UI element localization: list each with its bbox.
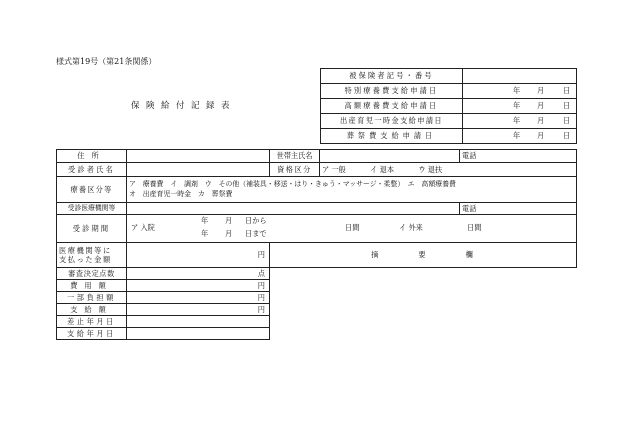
table-row bbox=[57, 243, 577, 268]
table-row bbox=[57, 163, 577, 177]
review-points-label: 審査決定点数 bbox=[57, 268, 127, 280]
treatment-line-2: オ 出産育児一時金 カ 葬祭費 bbox=[129, 189, 233, 198]
paid-amount-field[interactable]: 円 bbox=[127, 243, 270, 268]
outpatient-label: イ 外来 bbox=[399, 223, 423, 232]
treatment-line-1: ア 療養費 イ 調剤 ウ その他（補装具・移送・はり・きゅう・マッサージ・柔整） エ 高額療養費 bbox=[129, 180, 456, 189]
stop-date-label: 差止年月日 bbox=[57, 316, 127, 328]
inpatient-label: ア 入院 bbox=[131, 223, 155, 232]
to-month: 月 bbox=[225, 229, 233, 238]
table-row bbox=[57, 150, 577, 163]
treatment-category-options[interactable] bbox=[127, 177, 577, 203]
eligibility-options[interactable] bbox=[320, 163, 577, 177]
remarks-label: 摘要欄 bbox=[270, 243, 577, 268]
insured-number-field[interactable] bbox=[463, 69, 577, 84]
from-month: 月 bbox=[225, 216, 233, 225]
eligibility-retired-dependent[interactable]: ウ 退扶 bbox=[418, 164, 443, 174]
table-row bbox=[321, 99, 577, 114]
from-suffix: 日から bbox=[245, 216, 267, 225]
partial-burden-field[interactable]: 円 bbox=[127, 292, 270, 304]
from-year: 年 bbox=[201, 216, 209, 225]
table-row bbox=[321, 129, 577, 144]
householder-field[interactable] bbox=[320, 150, 460, 163]
benefit-amount-field[interactable]: 円 bbox=[127, 304, 270, 316]
review-points-field[interactable]: 点 bbox=[127, 268, 270, 280]
eligibility-general[interactable]: ア 一般 bbox=[322, 164, 346, 174]
partial-burden-label: 一部負担額 bbox=[57, 292, 127, 304]
medical-institution-label: 受診医療機関等 bbox=[57, 203, 127, 215]
form-title: 保険給付記録表 bbox=[131, 101, 237, 111]
table-row bbox=[321, 114, 577, 129]
benefit-record-table bbox=[56, 149, 577, 340]
medical-institution-field[interactable] bbox=[127, 203, 460, 215]
special-care-date-label: 特別療養費支給申請日 bbox=[321, 84, 463, 99]
table-row bbox=[321, 69, 577, 84]
to-year: 年 bbox=[201, 229, 209, 238]
phone-label: 電話 bbox=[462, 151, 477, 161]
period-field[interactable] bbox=[127, 215, 577, 243]
table-row bbox=[57, 203, 577, 215]
institution-phone-field[interactable] bbox=[460, 203, 577, 215]
table-row bbox=[321, 84, 577, 99]
childbirth-date-field[interactable]: 年 月 日 bbox=[463, 114, 577, 129]
inpatient-days-label: 日間 bbox=[345, 223, 360, 232]
remarks-field[interactable] bbox=[270, 268, 577, 340]
outpatient-days-label: 日間 bbox=[467, 223, 482, 232]
patient-name-field[interactable] bbox=[127, 163, 270, 177]
table-row bbox=[57, 177, 577, 203]
benefit-amount-label: 支給額 bbox=[57, 304, 127, 316]
address-label: 住所 bbox=[57, 150, 127, 163]
householder-label: 世帯主氏名 bbox=[270, 150, 320, 163]
payment-date-field[interactable] bbox=[127, 328, 270, 340]
insured-number-label: 被保険者記号・番号 bbox=[321, 69, 463, 84]
to-suffix: 日まで bbox=[245, 229, 267, 238]
application-dates-table bbox=[320, 68, 577, 144]
funeral-date-field[interactable]: 年 月 日 bbox=[463, 129, 577, 144]
payment-date-label: 支給年月日 bbox=[57, 328, 127, 340]
stop-date-field[interactable] bbox=[127, 316, 270, 328]
phone-field[interactable] bbox=[460, 150, 577, 163]
high-cost-date-field[interactable]: 年 月 日 bbox=[463, 99, 577, 114]
cost-label: 費用額 bbox=[57, 280, 127, 292]
form-number: 様式第19号（第21条関係） bbox=[56, 57, 157, 66]
table-row bbox=[57, 215, 577, 243]
special-care-date-field[interactable]: 年 月 日 bbox=[463, 84, 577, 99]
phone-label: 電話 bbox=[462, 203, 477, 213]
address-field[interactable] bbox=[127, 150, 270, 163]
table-row bbox=[57, 268, 577, 280]
childbirth-date-label: 出産育児一時金支給申請日 bbox=[321, 114, 463, 129]
treatment-category-label: 療養区分等 bbox=[57, 177, 127, 203]
period-label: 受診期間 bbox=[57, 215, 127, 243]
cost-field[interactable]: 円 bbox=[127, 280, 270, 292]
patient-name-label: 受診者氏名 bbox=[57, 163, 127, 177]
eligibility-retired-self[interactable]: イ 退本 bbox=[370, 164, 395, 174]
eligibility-label: 資格区分 bbox=[270, 163, 320, 177]
funeral-date-label: 葬祭費支給申請日 bbox=[321, 129, 463, 144]
high-cost-date-label: 高額療養費支給申請日 bbox=[321, 99, 463, 114]
paid-amount-label: 医療機関等に 支払った金額 bbox=[57, 243, 127, 268]
